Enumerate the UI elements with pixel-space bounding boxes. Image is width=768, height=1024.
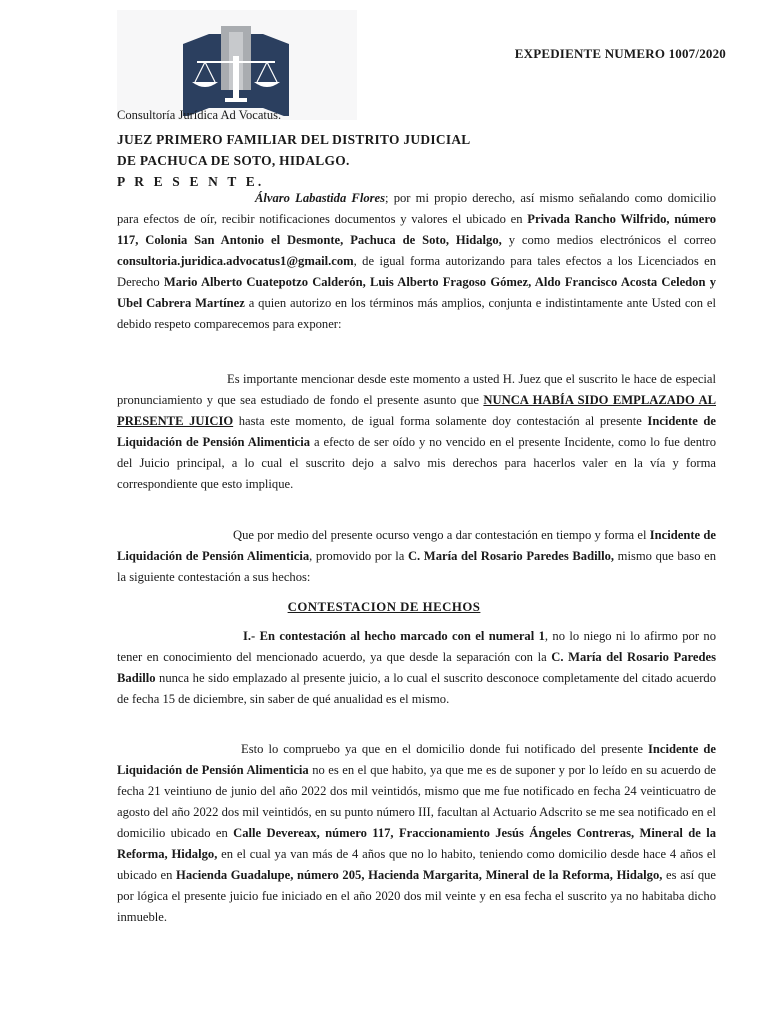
current-address: Hacienda Guadalupe, número 205, Hacienda Margarita, Mineral de la Reforma, Hidalgo, — [176, 868, 663, 882]
promovente-name: Álvaro Labastida Flores — [255, 191, 386, 205]
domicilio-principal: Privada Rancho Wilfrido, número 117, Colonia San Antonio el Desmonte, Pachuca de Soto, Hidalgo, — [117, 212, 716, 247]
emphasis-not-served: NUNCA HABÍA SIDO EMPLAZADO AL PRESENTE JUICIO — [117, 393, 716, 428]
scales-of-justice-logo-icon — [183, 26, 289, 116]
case-number: EXPEDIENTE NUMERO 1007/2020 — [514, 46, 726, 61]
section-title: CONTESTACION DE HECHOS — [287, 600, 481, 614]
addressee-line-1: JUEZ PRIMERO FAMILIAR DEL DISTRITO JUDICIAL — [117, 132, 471, 147]
incidente-name: Incidente de Liquidación de Pensión Alimenticia — [117, 414, 716, 449]
addressee-line-3: P R E S E N T E. — [117, 174, 265, 189]
notified-address: Calle Devereax, número 117, Fraccionamiento Jesús Ángeles Contreras, Mineral de la Reforma, Hidalgo, — [117, 826, 716, 861]
paragraph-not-served: Es importante mencionar desde este momento a usted H. Juez que el suscrito le hace de especial pronunciamiento y que sea estudiado de fondo el presente asunto que NUNCA HABÍA SIDO EMPLAZADO AL PRESENTE JUICIO hasta este momento, de igual forma solamente doy contestación al presente Incidente de Liquidación de Pensión Alimenticia a efecto de ser oído y no vencido en el presente Incidente, como lo fue dentro del Juicio principal, a lo cual el suscrito dejo a salvo mis derechos para hacerlos valer en la vía y forma correspondiente que esto implique. — [117, 372, 717, 491]
plaintiff-name: C. María del Rosario Paredes Badillo — [117, 650, 716, 685]
fact-1-lead: I.- En contestación al hecho marcado con el numeral 1 — [243, 629, 545, 643]
authorized-lawyers: Mario Alberto Cuatepotzo Calderón, Luis Alberto Fragoso Gómez, Aldo Francisco Acosta Celedon y Ubel Cabrera Martínez — [117, 275, 716, 310]
paragraph-proof: Esto lo compruebo ya que en el domicilio donde fui notificado del presente Incidente de Liquidación de Pensión Alimenticia no es en el que habito, ya que me es de suponer y por lo leído en su acuerdo de fecha 21 veintiuno de junio del año 2022 dos mil veintidós, mismo que me fue notificado en fecha 24 veinticuatro de agosto del año 2022 dos mil veintidós, en su punto número III, facultan al Actuario Adscrito se me sea notificado en el domicilio ubicado en Calle Devereax, número 117, Fraccionamiento Jesús Ángeles Contreras, Mineral de la Reforma, Hidalgo, en el cual ya van más de 4 años que no lo habito, teniendo como domicilio desde hace 4 años el ubicado en Hacienda Guadalupe, número 205, Hacienda Margarita, Mineral de la Reforma, Hidalgo, es así que por lógica el presente juicio fue iniciado en el año 2020 dos mil veinte y en esa fecha el suscrito ya no habitaba dicho inmueble. — [117, 742, 717, 924]
firm-name: Consultoría Jurídica Ad Vocatus. — [117, 108, 282, 122]
paragraph-answer: Que por medio del presente ocurso vengo a dar contestación en tiempo y forma el Incidente de Liquidación de Pensión Alimenticia, promovido por la C. María del Rosario Paredes Badillo, mismo que baso en la siguiente contestación a sus hechos: — [117, 528, 717, 584]
paragraph-introduction: Álvaro Labastida Flores; por mi propio derecho, así mismo señalando como domicilio para efectos de oír, recibir notificaciones documentos y valores el ubicado en Privada Rancho Wilfrido, número 117, Colonia San Antonio el Desmonte, Pachuca de Soto, Hidalgo, y como medios electrónicos el correo consultoria.juridica.advocatus1@gmail.com, de igual forma autorizando para tales efectos a los Licenciados en Derecho Mario Alberto Cuatepotzo Calderón, Luis Alberto Fragoso Gómez, Aldo Francisco Acosta Celedon y Ubel Cabrera Martínez a quien autorizo en los términos más amplios, conjunta e indistintamente ante Usted con el debido respeto comparecemos para exponer: — [117, 191, 716, 331]
incidente-name: Incidente de Liquidación de Pensión Alimenticia — [117, 528, 716, 563]
email-address: consultoria.juridica.advocatus1@gmail.com — [117, 254, 354, 268]
addressee-line-2: DE PACHUCA DE SOTO, HIDALGO. — [117, 153, 350, 168]
incidente-name: Incidente de Liquidación de Pensión Alimenticia — [117, 742, 716, 777]
plaintiff-name: C. María del Rosario Paredes Badillo, — [407, 549, 615, 563]
paragraph-fact-1: I.- En contestación al hecho marcado con el numeral 1, no lo niego ni lo afirmo por no tener en conocimiento del mencionado acuerdo, ya que desde la separación con la C. María del Rosario Paredes Badillo nunca he sido emplazado al presente juicio, a lo cual el suscrito desconoce completamente del citado acuerdo de fecha 15 de diciembre, sin saber de qué anualidad es el mismo. — [117, 629, 716, 706]
